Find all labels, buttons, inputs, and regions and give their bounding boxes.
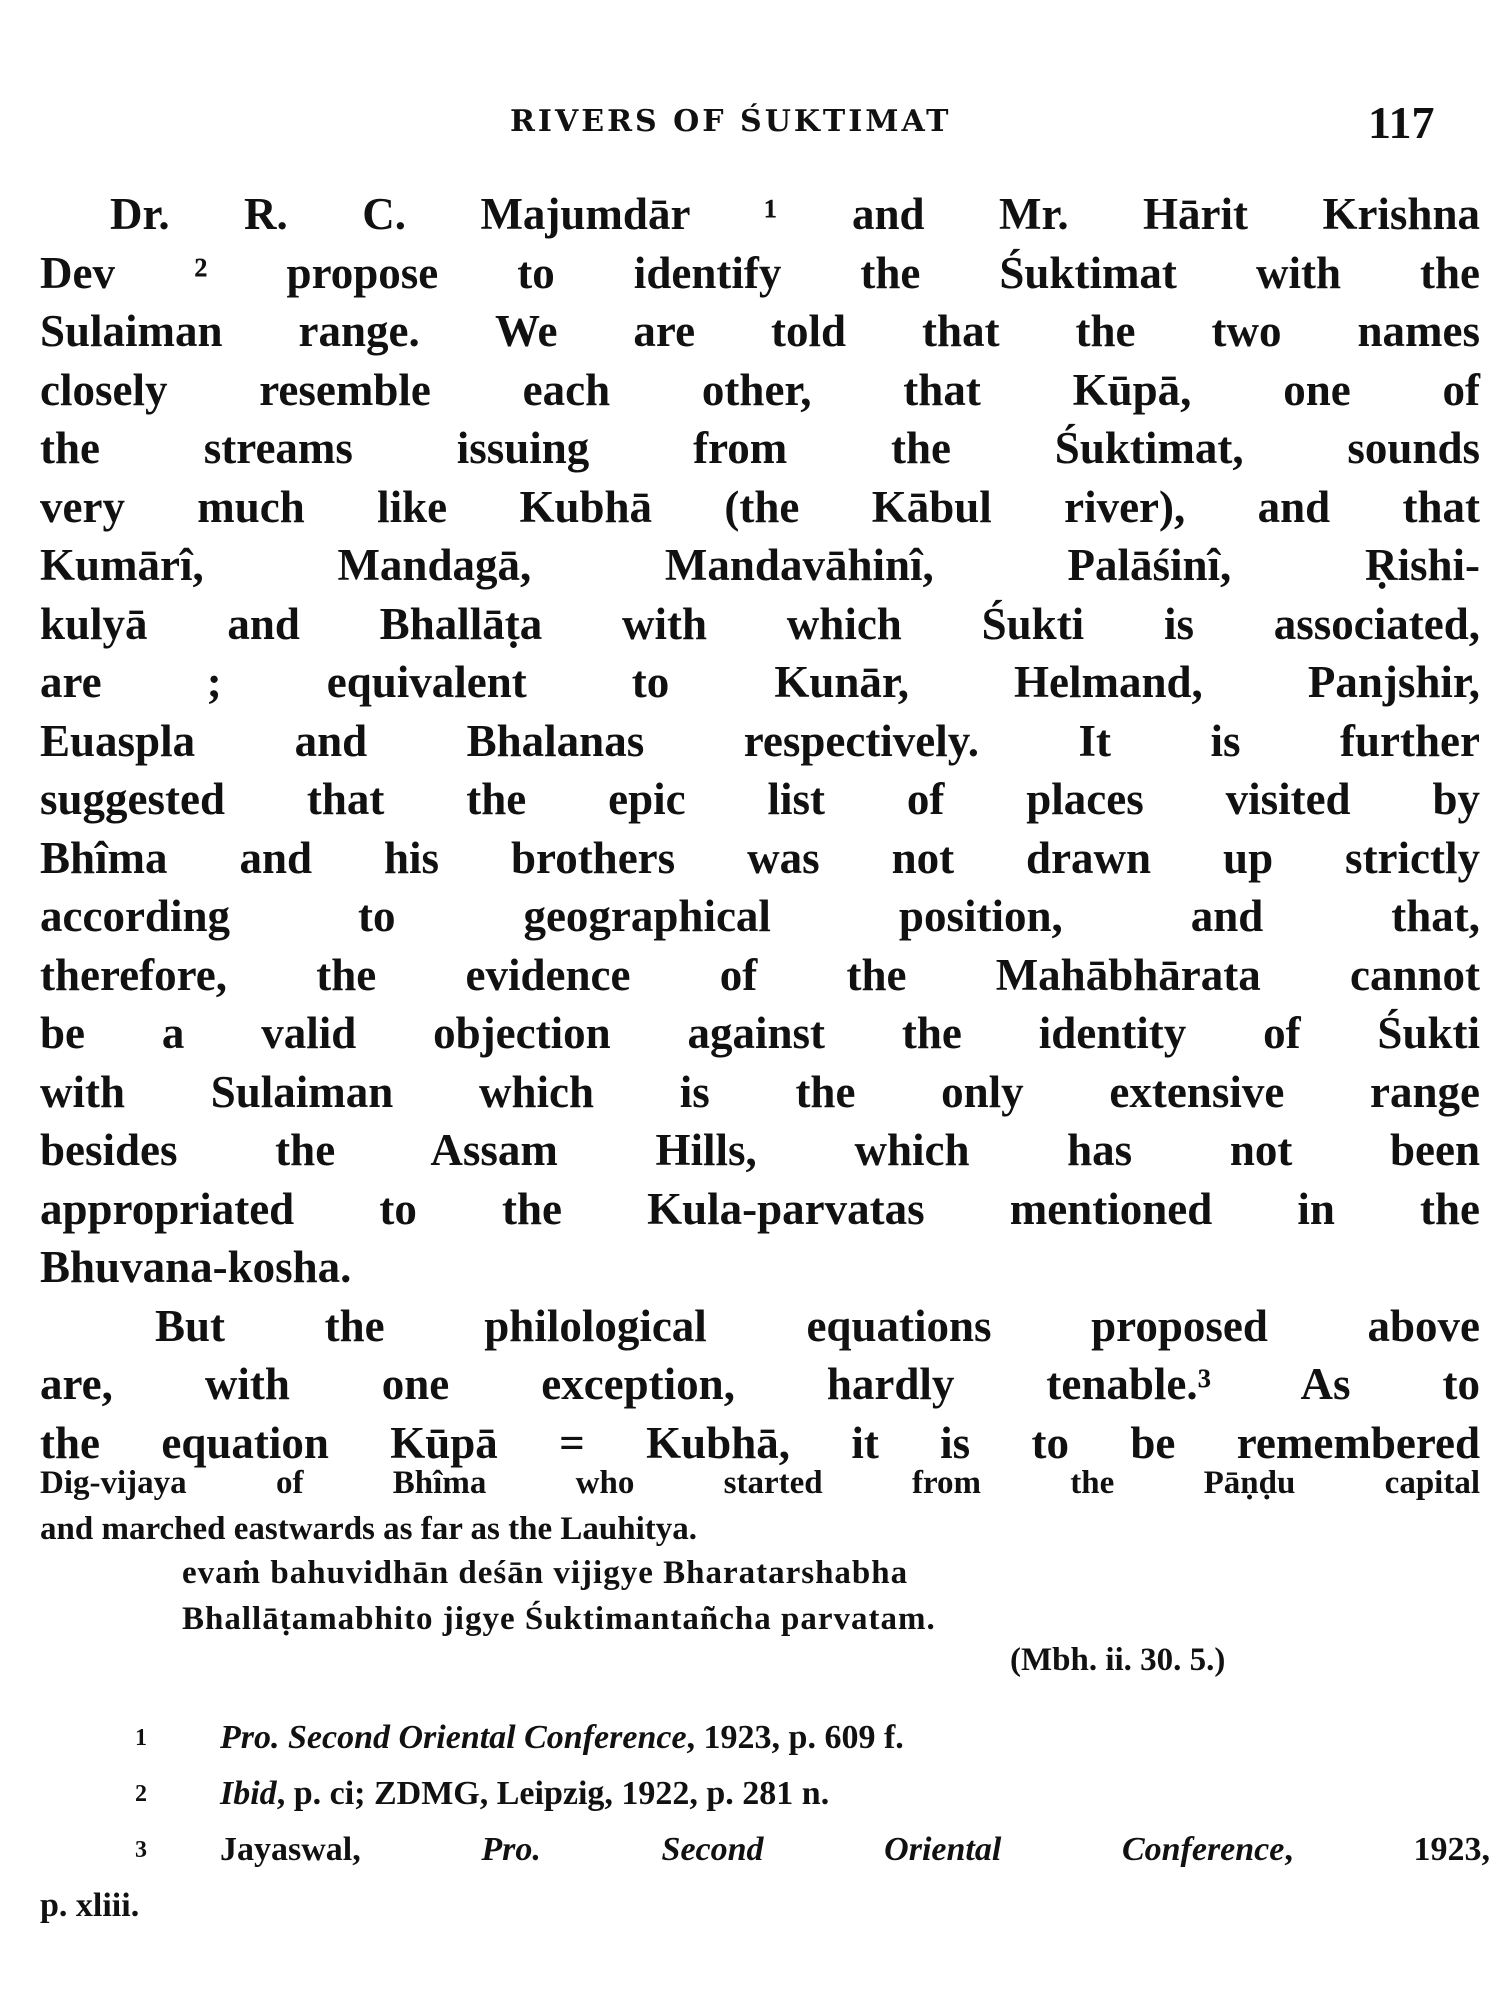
footnote-title: Pro. Second Oriental Conference bbox=[220, 1719, 687, 1756]
note-line: Dig-vijaya of Bhîma who started from the Pāṇḍu capital bbox=[40, 1465, 1480, 1501]
text-line: closely resemble each other, that Kūpā, one of bbox=[40, 364, 1480, 415]
running-title: RIVERS OF ŚUKTIMAT bbox=[510, 104, 952, 139]
text-line: are, with one exception, hardly tenable.³ As to bbox=[40, 1359, 1480, 1409]
footnote-title: Ibid bbox=[220, 1775, 277, 1812]
footnote bbox=[40, 1822, 1491, 1878]
verse-line: Bhallāṭamabhito jigye Śuktimantañcha parvatam. bbox=[182, 1601, 936, 1637]
verse-quote bbox=[182, 1550, 1452, 1642]
footnote bbox=[40, 1766, 1480, 1822]
text-line: Bhîma and his brothers was not drawn up strictly bbox=[40, 832, 1480, 883]
text-line: But the philological equations proposed above bbox=[155, 1300, 1480, 1351]
footnote-details: , p. ci; ZDMG, Leipzig, 1922, p. 281 n. bbox=[276, 1775, 830, 1812]
text-line: very much like Kubhā (the Kābul river), and that bbox=[40, 481, 1480, 532]
main-text bbox=[40, 185, 1480, 1472]
text-line: Kumārî, Mandagā, Mandavāhinî, Palāśinî, Ṛishi- bbox=[40, 540, 1480, 590]
page-number: 117 bbox=[1368, 97, 1435, 148]
footnote-text bbox=[220, 1766, 1490, 1822]
text-line: Dev ² propose to identify the Śuktimat with the bbox=[40, 247, 1480, 298]
text-line: Bhuvana-kosha. bbox=[40, 1242, 352, 1292]
text-line: appropriated to the Kula-parvatas mentioned in the bbox=[40, 1183, 1480, 1234]
footnote bbox=[40, 1710, 1480, 1766]
text-line: with Sulaiman which is the only extensive range bbox=[40, 1066, 1480, 1117]
footnote-title: Pro. Second Oriental Conference bbox=[481, 1831, 1285, 1868]
text-line: therefore, the evidence of the Mahābhārata cannot bbox=[40, 949, 1480, 1000]
text-line: Sulaiman range. We are told that the two names bbox=[40, 306, 1480, 356]
text-line: be a valid objection against the identity of Śukti bbox=[40, 1008, 1480, 1058]
footnote-text bbox=[220, 1710, 1490, 1766]
text-line: the streams issuing from the Śuktimat, sounds bbox=[40, 423, 1480, 473]
footnote-marker: 3 bbox=[135, 1837, 147, 1863]
text-line: Euaspla and Bhalanas respectively. It is further bbox=[40, 715, 1480, 766]
text-line: are ; equivalent to Kunār, Helmand, Panjshir, bbox=[40, 657, 1480, 707]
footnote-continuation bbox=[40, 1460, 1480, 1552]
footnote-details: , 1923, p. 609 f. bbox=[686, 1719, 904, 1756]
text-line: kulyā and Bhallāṭa with which Śukti is associated, bbox=[40, 598, 1480, 649]
footnote-text bbox=[220, 1822, 1490, 1878]
verse-citation: (Mbh. ii. 30. 5.) bbox=[1010, 1642, 1226, 1678]
footnote-author: Jayaswal, bbox=[220, 1831, 482, 1868]
footnote-marker: 1 bbox=[135, 1725, 147, 1751]
text-line: Dr. R. C. Majumdār ¹ and Mr. Hārit Krishna bbox=[110, 189, 1480, 239]
footnote-continuation-line: p. xliii. bbox=[40, 1887, 140, 1924]
page-header bbox=[0, 96, 1500, 156]
verse-line: evaṁ bahuvidhān deśān vijigye Bharatarshabha bbox=[182, 1555, 909, 1591]
footnotes bbox=[40, 1710, 1491, 1934]
text-line: besides the Assam Hills, which has not been bbox=[40, 1125, 1480, 1175]
text-line: the equation Kūpā = Kubhā, it is to be remembered bbox=[40, 1417, 1480, 1468]
footnote-marker: 2 bbox=[135, 1781, 147, 1807]
text-line: suggested that the epic list of places visited by bbox=[40, 774, 1480, 824]
footnote-details: , 1923, bbox=[1284, 1831, 1491, 1868]
text-line: according to geographical position, and that, bbox=[40, 891, 1480, 941]
note-line: and marched eastwards as far as the Lauhitya. bbox=[40, 1511, 697, 1547]
